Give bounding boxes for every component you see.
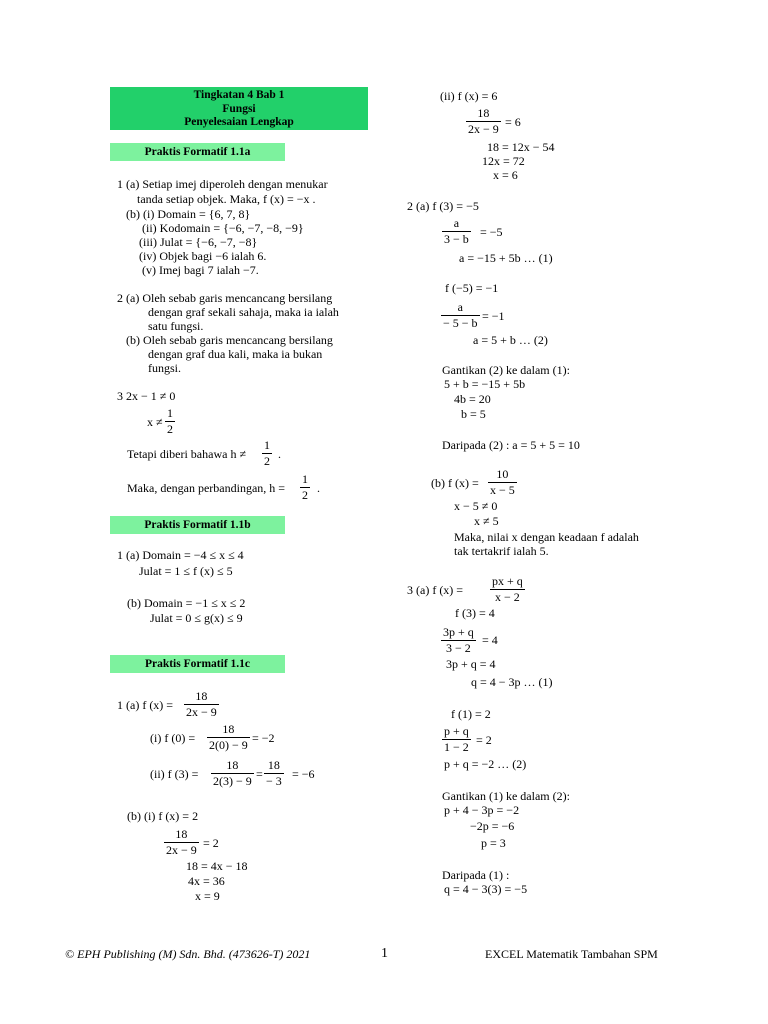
- q2a-line-2: dengan graf sekali sahaja, maka ia ialah: [148, 305, 339, 319]
- q3a-r-result-1: = 4: [482, 633, 498, 647]
- chapter-form-line: Tingkatan 4 Bab 1: [193, 89, 285, 101]
- b1a-line-2: Julat = 1 ≤ f (x) ≤ 5: [139, 564, 233, 578]
- q2a-line-1: 2 (a) Oleh sebab garis mencancang bersilang: [117, 291, 333, 305]
- c1a-line: 1 (a) f (x) =: [117, 698, 174, 712]
- ii-line-4: 12x = 72: [482, 154, 525, 168]
- q1b-line-3: (iii) Julat = {−6, −7, −8}: [139, 235, 258, 249]
- section-banner-1-1b: Praktis Formatif 1.1b: [110, 516, 285, 534]
- q3a-r-line-8: p + q = −2 … (2): [444, 757, 527, 771]
- q1a-line-2: tanda setiap objek. Maka, f (x) = −x .: [137, 192, 316, 206]
- q1b-line-2: (ii) Kodomain = {−6, −7, −8, −9}: [142, 221, 304, 235]
- punct-dot: .: [278, 447, 281, 461]
- c1bi-line-1: (b) (i) f (x) = 2: [127, 809, 199, 823]
- c1bi-line-5: x = 9: [195, 889, 220, 903]
- section-banner-1-1a: Praktis Formatif 1.1a: [110, 143, 285, 161]
- footer-copyright: © EPH Publishing (M) Sdn. Bhd. (473626-T) 2021: [65, 947, 311, 961]
- q2a-r-line-1: 2 (a) f (3) = −5: [407, 199, 479, 213]
- footer-book-title: EXCEL Matematik Tambahan SPM: [485, 947, 658, 961]
- b1b-line-2: Julat = 0 ≤ g(x) ≤ 9: [150, 611, 243, 625]
- c1i-result: = −2: [252, 731, 275, 745]
- q2a-r-line-6: a = 5 + b … (2): [473, 333, 548, 347]
- b1b-line-1: (b) Domain = −1 ≤ x ≤ 2: [127, 596, 246, 610]
- q2a-r-result-2: = −1: [482, 309, 505, 323]
- q2b-r-line-4: Maka, nilai x dengan keadaan f adalah: [454, 530, 639, 544]
- q3a-r-line-2: f (3) = 4: [455, 606, 495, 620]
- ii-line-5: x = 6: [493, 168, 518, 182]
- q3a-r-line-1: 3 (a) f (x) =: [407, 583, 464, 597]
- q3a-r-line-6: f (1) = 2: [451, 707, 491, 721]
- page-number: 1: [381, 946, 388, 961]
- q3-line-4: Maka, dengan perbandingan, h =: [127, 481, 286, 495]
- q3-line-1: 3 2x − 1 ≠ 0: [117, 389, 176, 403]
- fraction-f3: 18 2(3) − 9: [213, 758, 252, 788]
- fraction-half-1: 1 2: [167, 406, 173, 436]
- q2b-line-1: (b) Oleh sebab garis mencancang bersilang: [126, 333, 333, 347]
- fraction-18-over-m3: 18 − 3: [266, 758, 282, 788]
- q3a-r-line-14: q = 4 − 3(3) = −5: [444, 882, 528, 896]
- q2b-r-line-2: x − 5 ≠ 0: [454, 499, 498, 513]
- c1bi-line-3: 18 = 4x − 18: [186, 859, 248, 873]
- q2b-r-line-3: x ≠ 5: [474, 514, 499, 528]
- q3a-r-line-9: Gantikan (1) ke dalam (2):: [442, 789, 570, 803]
- punct-dot: .: [317, 481, 320, 495]
- q2a-r-line-11: Daripada (2) : a = 5 + 5 = 10: [442, 438, 580, 452]
- fraction-18-over-2x9: 18 2x − 9: [186, 689, 217, 719]
- fraction-pq-over-12: p + q 1 − 2: [444, 724, 469, 754]
- fraction-a-over-m5b: a − 5 − b: [443, 300, 478, 330]
- chapter-topic-line: Fungsi: [222, 102, 256, 115]
- q2b-line-3: fungsi.: [148, 361, 181, 375]
- q2a-r-line-9: 4b = 20: [454, 392, 491, 406]
- chapter-title-box: [110, 87, 368, 130]
- c1bi-result: = 2: [203, 836, 219, 850]
- section-banner-1-1c: Praktis Formatif 1.1c: [110, 655, 285, 673]
- q2a-r-line-7: Gantikan (2) ke dalam (1):: [442, 363, 570, 377]
- q2b-r-line-1: (b) f (x) =: [431, 476, 479, 490]
- ii-line-1: (ii) f (x) = 6: [440, 89, 498, 103]
- q3a-r-line-5: q = 4 − 3p … (1): [471, 675, 553, 689]
- q2b-line-2: dengan graf dua kali, maka ia bukan: [148, 347, 323, 361]
- q3a-r-result-2: = 2: [476, 733, 492, 747]
- equals-sign: =: [256, 767, 263, 781]
- q2a-r-line-10: b = 5: [461, 407, 486, 421]
- q2a-r-result-1: = −5: [480, 225, 503, 239]
- fraction-half-2: 1 2: [264, 438, 270, 468]
- q3a-r-line-12: p = 3: [481, 836, 506, 850]
- q1b-line-5: (v) Imej bagi 7 ialah −7.: [142, 263, 259, 277]
- c1i-line: (i) f (0) =: [150, 731, 196, 745]
- c1bi-line-4: 4x = 36: [188, 874, 225, 888]
- chapter-subtitle-line: Penyelesaian Lengkap: [184, 116, 294, 128]
- q2a-r-line-8: 5 + b = −15 + 5b: [444, 377, 526, 391]
- q2a-r-line-4: f (−5) = −1: [445, 281, 499, 295]
- fraction-a-over-3b: a 3 − b: [444, 216, 469, 246]
- q2b-r-line-5: tak tertakrif ialah 5.: [454, 544, 549, 558]
- q1b-line-1: (b) (i) Domain = {6, 7, 8}: [126, 207, 251, 221]
- c1ii-line: (ii) f (3) =: [150, 767, 199, 781]
- ii-result: = 6: [505, 115, 521, 129]
- fraction-18-over-2x9-b: 18 2x − 9: [166, 827, 197, 857]
- fraction-f0: 18 2(0) − 9: [209, 722, 248, 752]
- ii-line-3: 18 = 12x − 54: [487, 140, 555, 154]
- fraction-pxq-over-x2: px + q x − 2: [492, 574, 523, 604]
- c1ii-result: = −6: [292, 767, 315, 781]
- b1a-line-1: 1 (a) Domain = −4 ≤ x ≤ 4: [117, 548, 244, 562]
- fraction-3pq-over-32: 3p + q 3 − 2: [443, 625, 474, 655]
- q3a-r-line-13: Daripada (1) :: [442, 868, 510, 882]
- q3-line-3: Tetapi diberi bahawa h ≠: [127, 447, 247, 461]
- q3-line-2: x ≠: [147, 415, 163, 429]
- q1a-line-1: 1 (a) Setiap imej diperoleh dengan menukar: [117, 177, 328, 191]
- q1b-line-4: (iv) Objek bagi −6 ialah 6.: [139, 249, 267, 263]
- fraction-18-over-2x9-r: 18 2x − 9: [468, 106, 499, 136]
- q3a-r-line-10: p + 4 − 3p = −2: [444, 803, 520, 817]
- q3a-r-line-4: 3p + q = 4: [446, 657, 496, 671]
- q2a-r-line-3: a = −15 + 5b … (1): [459, 251, 553, 265]
- q2a-line-3: satu fungsi.: [148, 319, 204, 333]
- fraction-10-over-x5: 10 x − 5: [490, 467, 515, 497]
- fraction-half-3: 1 2: [302, 472, 308, 502]
- q3a-r-line-11: −2p = −6: [470, 819, 515, 833]
